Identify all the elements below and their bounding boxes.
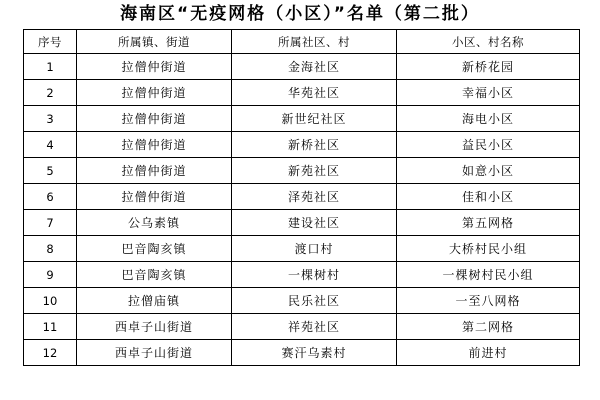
table-row (24, 54, 580, 80)
cell-compound-name: 新桥花园 (397, 54, 580, 80)
cell-community-village: 一棵树村 (232, 262, 397, 288)
cell-compound-name: 第五网格 (397, 210, 580, 236)
cell-compound-name: 佳和小区 (397, 184, 580, 210)
cell-index: 10 (24, 288, 77, 314)
cell-index: 2 (24, 80, 77, 106)
cell-compound-name: 益民小区 (397, 132, 580, 158)
cell-index: 12 (24, 340, 77, 366)
table-row (24, 314, 580, 340)
table-row (24, 106, 580, 132)
header-index: 序号 (24, 30, 77, 54)
cell-index: 7 (24, 210, 77, 236)
cell-index: 8 (24, 236, 77, 262)
grid-list-table (23, 29, 580, 366)
cell-community-village: 新苑社区 (232, 158, 397, 184)
cell-index: 1 (24, 54, 77, 80)
cell-town-street: 西卓子山街道 (77, 340, 232, 366)
cell-town-street: 拉僧仲街道 (77, 158, 232, 184)
cell-index: 11 (24, 314, 77, 340)
table-row (24, 158, 580, 184)
cell-index: 6 (24, 184, 77, 210)
table-row (24, 340, 580, 366)
table-row (24, 236, 580, 262)
cell-town-street: 拉僧仲街道 (77, 184, 232, 210)
header-town-street: 所属镇、街道 (77, 30, 232, 54)
cell-community-village: 建设社区 (232, 210, 397, 236)
table-row (24, 262, 580, 288)
cell-compound-name: 幸福小区 (397, 80, 580, 106)
cell-community-village: 祥苑社区 (232, 314, 397, 340)
cell-compound-name: 一棵树村民小组 (397, 262, 580, 288)
cell-town-street: 拉僧仲街道 (77, 106, 232, 132)
cell-town-street: 拉僧仲街道 (77, 80, 232, 106)
cell-community-village: 渡口村 (232, 236, 397, 262)
table-row (24, 288, 580, 314)
table-row (24, 210, 580, 236)
table-row (24, 184, 580, 210)
table-row (24, 80, 580, 106)
cell-index: 3 (24, 106, 77, 132)
cell-index: 9 (24, 262, 77, 288)
cell-town-street: 公乌素镇 (77, 210, 232, 236)
cell-compound-name: 大桥村民小组 (397, 236, 580, 262)
cell-community-village: 金海社区 (232, 54, 397, 80)
cell-community-village: 泽苑社区 (232, 184, 397, 210)
cell-community-village: 华苑社区 (232, 80, 397, 106)
table-row (24, 132, 580, 158)
header-community-village: 所属社区、村 (232, 30, 397, 54)
cell-community-village: 新桥社区 (232, 132, 397, 158)
cell-town-street: 拉僧仲街道 (77, 54, 232, 80)
cell-community-village: 民乐社区 (232, 288, 397, 314)
cell-index: 5 (24, 158, 77, 184)
cell-compound-name: 海电小区 (397, 106, 580, 132)
cell-compound-name: 如意小区 (397, 158, 580, 184)
cell-compound-name: 第二网格 (397, 314, 580, 340)
cell-town-street: 拉僧仲街道 (77, 132, 232, 158)
cell-town-street: 西卓子山街道 (77, 314, 232, 340)
cell-compound-name: 一至八网格 (397, 288, 580, 314)
cell-community-village: 赛汗乌素村 (232, 340, 397, 366)
cell-town-street: 拉僧庙镇 (77, 288, 232, 314)
cell-town-street: 巴音陶亥镇 (77, 236, 232, 262)
table-header-row (24, 30, 580, 54)
cell-town-street: 巴音陶亥镇 (77, 262, 232, 288)
cell-community-village: 新世纪社区 (232, 106, 397, 132)
document-title: 海南区“无疫网格（小区）”名单（第二批） (120, 4, 480, 24)
header-compound-name: 小区、村名称 (397, 30, 580, 54)
cell-compound-name: 前进村 (397, 340, 580, 366)
cell-index: 4 (24, 132, 77, 158)
